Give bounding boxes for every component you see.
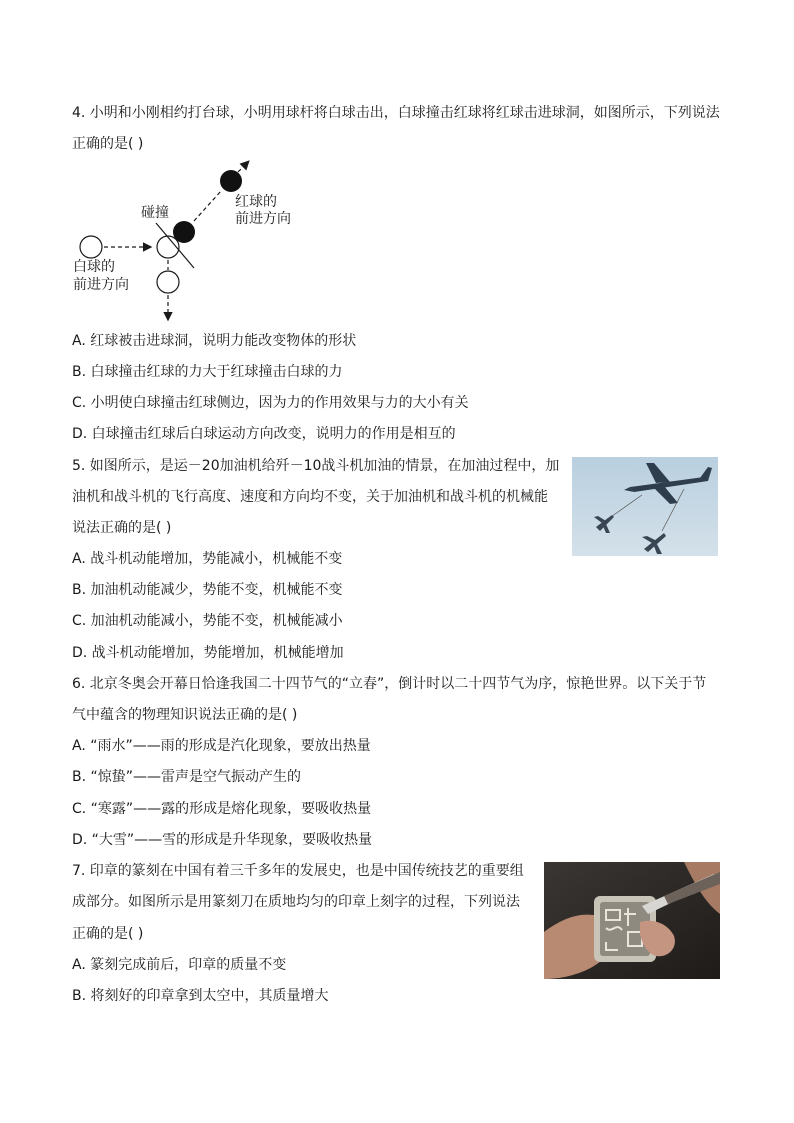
q5-stem-line1: 5. 如图所示，是运－20加油机给歼－10战斗机加油的情景，在加油过程中，加 — [72, 458, 560, 474]
q4-option-d: D. 白球撞击红球后白球运动方向改变，说明力的作用是相互的 — [72, 426, 456, 442]
label-white-direction-1: 白球的 — [73, 259, 115, 275]
seal-carving-photo — [544, 862, 720, 979]
red-ball-direction-arrow — [238, 162, 248, 172]
white-ball-start — [80, 236, 102, 258]
q7-stem-line1: 7. 印章的篆刻在中国有着三千多年的发展史，也是中国传统技艺的重要组 — [72, 863, 524, 879]
q5-option-a: A. 战斗机动能增加，势能减小，机械能不变 — [72, 551, 343, 567]
q5-option-d: D. 战斗机动能增加，势能增加，机械能增加 — [72, 645, 344, 661]
q5-option-c: C. 加油机动能减小，势能不变，机械能减小 — [72, 613, 343, 629]
q6-option-a: A. “雨水”——雨的形成是汽化现象，要放出热量 — [72, 738, 371, 754]
q4-option-a: A. 红球被击进球洞，说明力能改变物体的形状 — [72, 333, 357, 349]
q6-option-d: D. “大雪”——雪的形成是升华现象，要吸收热量 — [72, 832, 373, 848]
q4-stem-line1: 4. 小明和小刚相约打台球，小明用球杆将白球击出，白球撞击红球将红球击进球洞，如图所示，下列说法 — [72, 105, 720, 121]
red-ball-moved — [220, 170, 242, 192]
label-red-direction-2: 前进方向 — [235, 211, 291, 227]
label-collision: 碰撞 — [141, 205, 169, 221]
q6-stem-line1: 6. 北京冬奥会开幕日恰逢我国二十四节气的“立春”，倒计时以二十四节气为序，惊艳世界。以下关于节 — [72, 676, 707, 692]
q4-option-c: C. 小明使白球撞击红球侧边，因为力的作用效果与力的大小有关 — [72, 395, 469, 411]
label-white-direction-2: 前进方向 — [73, 277, 129, 293]
q4-stem-line2: 正确的是( ) — [72, 136, 144, 152]
q6-stem-line2: 气中蕴含的物理知识说法正确的是( ) — [72, 707, 298, 723]
red-ball-path — [194, 191, 221, 221]
red-ball-collision — [173, 221, 195, 243]
q7-option-b: B. 将刻好的印章拿到太空中，其质量增大 — [72, 988, 329, 1004]
q7-option-a: A. 篆刻完成前后，印章的质量不变 — [72, 957, 287, 973]
q5-stem-line3: 说法正确的是( ) — [72, 520, 172, 536]
q4-option-b: B. 白球撞击红球的力大于红球撞击白球的力 — [72, 364, 343, 380]
q5-option-b: B. 加油机动能减少，势能不变，机械能不变 — [72, 582, 343, 598]
q5-stem-line2: 油机和战斗机的飞行高度、速度和方向均不变，关于加油机和战斗机的机械能 — [72, 489, 548, 505]
label-red-direction-1: 红球的 — [235, 194, 277, 210]
q7-stem-line2: 成部分。如图所示是用篆刻刀在质地均匀的印章上刻字的过程，下列说法 — [72, 894, 520, 910]
q7-stem-line3: 正确的是( ) — [72, 926, 144, 942]
q6-option-c: C. “寒露”——露的形成是熔化现象，要吸收热量 — [72, 801, 372, 817]
q6-option-b: B. “惊蛰”——雷声是空气振动产生的 — [72, 769, 302, 785]
billiards-diagram — [60, 155, 320, 325]
refueling-aircraft-photo — [572, 457, 718, 556]
white-ball-moved — [157, 271, 179, 293]
